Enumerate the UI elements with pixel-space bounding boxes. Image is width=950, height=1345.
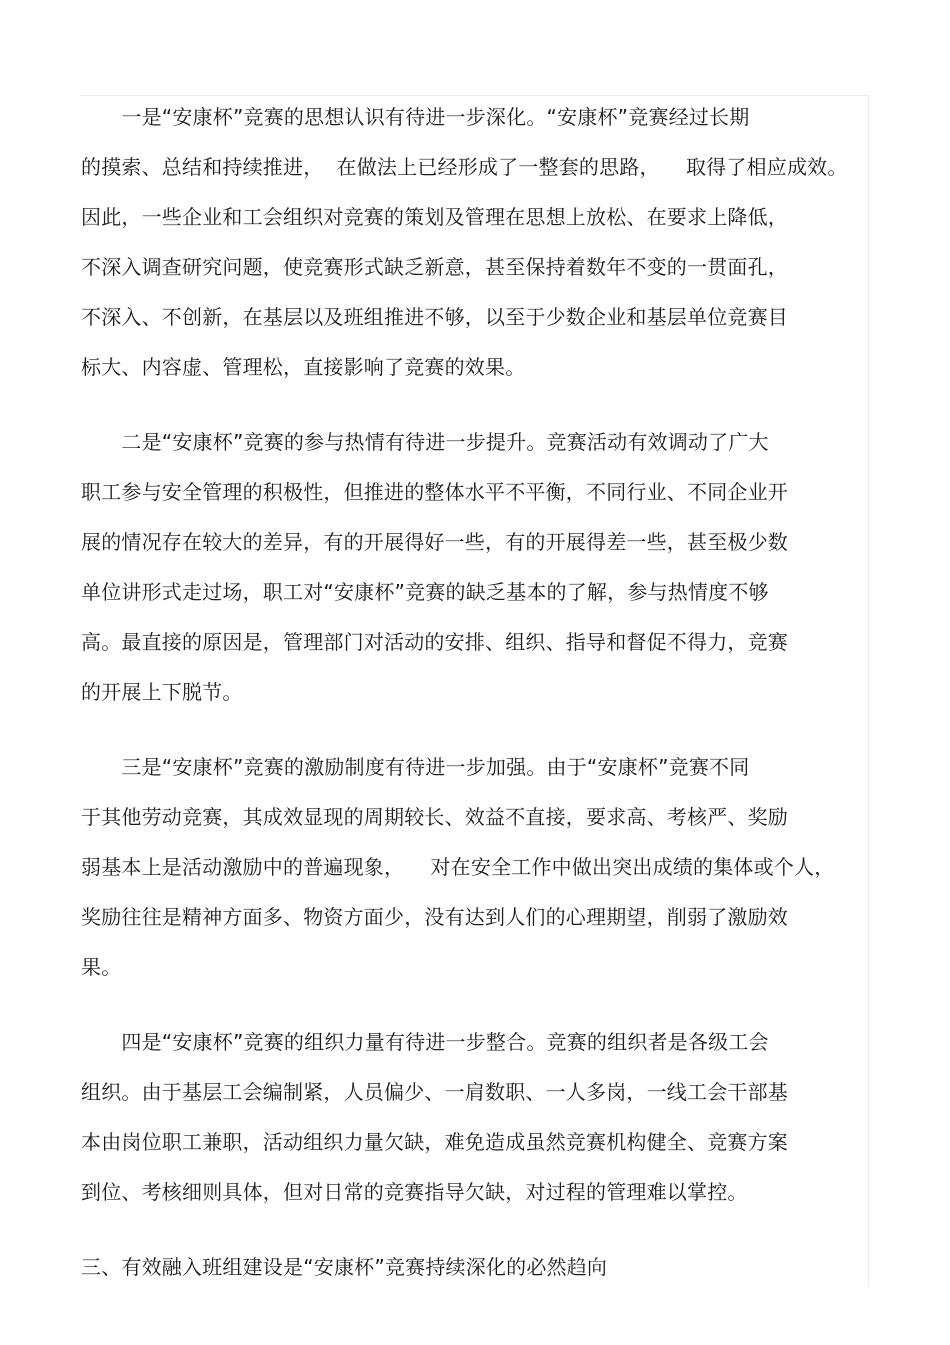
section-heading: 三、有效融入班组建设是“安康杯”竞赛持续深化的必然趋向 [81, 1255, 608, 1279]
paragraph-4-line-2: 组织。由于基层工会编制紧，人员偏少、一肩数职、一人多岗，一线工会干部基 [81, 1080, 788, 1104]
paragraph-4-line-3: 本由岗位职工兼职，活动组织力量欠缺，难免造成虽然竞赛机构健全、竞赛方案 [81, 1130, 788, 1154]
paragraph-3-line-4: 奖励往往是精神方面多、物资方面少，没有达到人们的心理期望，削弱了激励效 [81, 905, 788, 929]
paragraph-3-line-1: 三是“安康杯”竞赛的激励制度有待进一步加强。由于“安康杯”竞赛不同 [81, 755, 750, 779]
paragraph-2-line-4: 单位讲形式走过场，职工对“安康杯”竞赛的缺乏基本的了解，参与热情度不够 [81, 580, 769, 604]
paragraph-1-line-5: 不深入、不创新，在基层以及班组推进不够，以至于少数企业和基层单位竞赛目 [81, 305, 788, 329]
paragraph-2-line-6: 的开展上下脱节。 [81, 680, 243, 704]
paragraph-2-line-1: 二是“安康杯”竞赛的参与热情有待进一步提升。竞赛活动有效调动了广大 [81, 430, 769, 454]
paragraph-3-line-5: 果。 [81, 955, 122, 979]
paragraph-1-line-4: 不深入调查研究问题，使竞赛形式缺乏新意，甚至保持着数年不变的一贯面孔， [81, 255, 788, 279]
paragraph-1-line-6: 标大、内容虚、管理松，直接影响了竞赛的效果。 [81, 355, 526, 379]
paragraph-1-line-2: 的摸索、总结和持续推进， 在做法上已经形成了一整套的思路， 取得了相应成效。 [81, 155, 848, 179]
paragraph-1-line-3: 因此，一些企业和工会组织对竞赛的策划及管理在思想上放松、在要求上降低， [81, 205, 788, 229]
paragraph-2-line-5: 高。最直接的原因是，管理部门对活动的安排、组织、指导和督促不得力，竞赛 [81, 630, 788, 654]
paragraph-2-line-2: 职工参与安全管理的积极性，但推进的整体水平不平衡，不同行业、不同企业开 [81, 480, 788, 504]
page-top-border [80, 95, 870, 96]
paragraph-4-line-4: 到位、考核细则具体，但对日常的竞赛指导欠缺，对过程的管理难以掌控。 [81, 1180, 748, 1204]
page-right-border [868, 95, 869, 1285]
paragraph-3-line-3: 弱基本上是活动激励中的普遍现象， 对在安全工作中做出突出成绩的集体或个人， [81, 855, 835, 879]
paragraph-1-line-1: 一是“安康杯”竞赛的思想认识有待进一步深化。“安康杯”竞赛经过长期 [81, 105, 750, 129]
paragraph-4-line-1: 四是“安康杯”竞赛的组织力量有待进一步整合。竞赛的组织者是各级工会 [81, 1030, 769, 1054]
paragraph-3-line-2: 于其他劳动竞赛，其成效显现的周期较长、效益不直接，要求高、考核严、奖励 [81, 805, 788, 829]
paragraph-2-line-3: 展的情况存在较大的差异，有的开展得好一些，有的开展得差一些，甚至极少数 [81, 530, 788, 554]
